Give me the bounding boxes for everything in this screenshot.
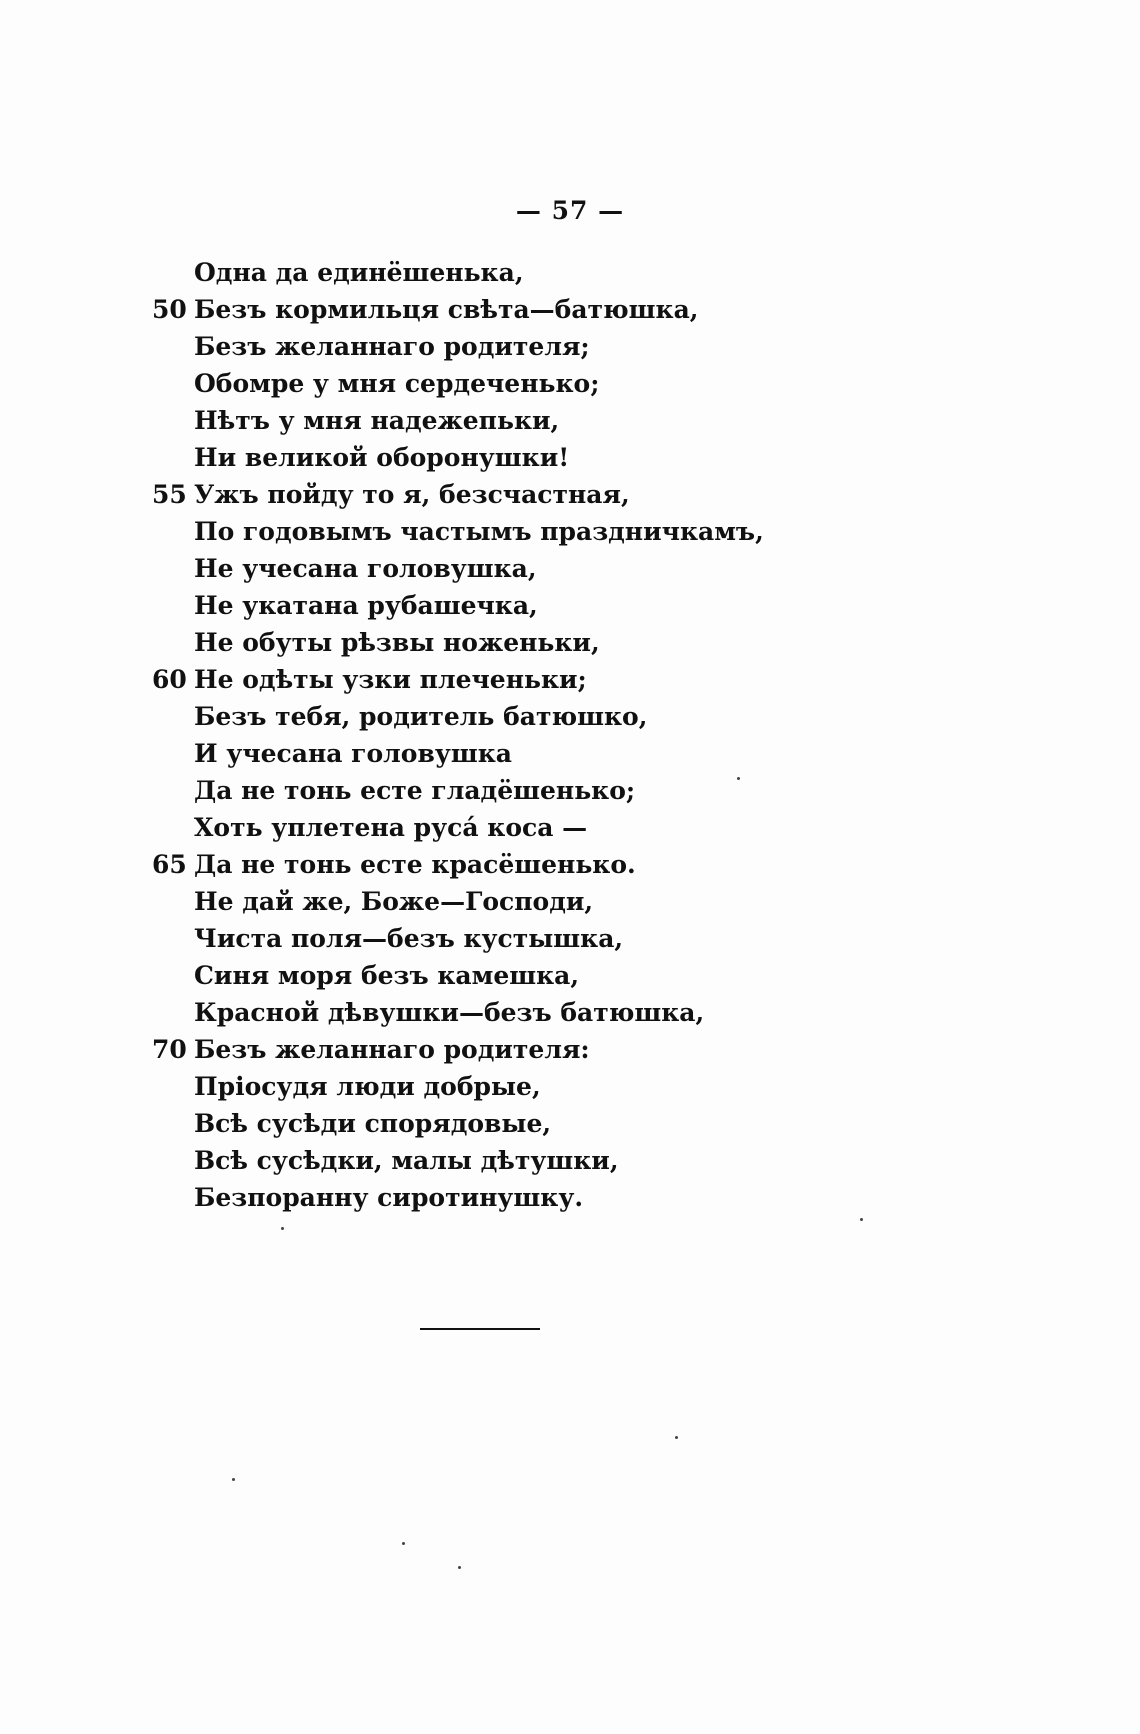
line-text: Безпоранну сиротинушку. — [194, 1183, 584, 1212]
scan-speck — [232, 1478, 235, 1481]
line-text: Ни великой оборонушки! — [194, 443, 570, 472]
verse-line — [152, 1031, 912, 1068]
line-text: Безъ желаннаго родителя: — [194, 1035, 590, 1064]
line-text: Не одѣты узки плеченьки; — [194, 665, 587, 694]
verse-line — [152, 624, 912, 661]
poem-text — [152, 254, 912, 1216]
verse-line — [152, 883, 912, 920]
line-text: Безъ кормильця свѣта—батюшка, — [194, 295, 699, 324]
verse-line — [152, 439, 912, 476]
line-text: Не обуты рѣзвы ноженьки, — [194, 628, 600, 657]
line-text: Нѣтъ у мня надежепьки, — [194, 406, 560, 435]
line-text: Чиста поля—безъ кустышка, — [194, 924, 624, 953]
line-text: Не укатана рубашечка, — [194, 591, 538, 620]
line-text: Хоть уплетена руса́ коса — — [194, 813, 588, 842]
line-text: Безъ желаннаго родителя; — [194, 332, 590, 361]
line-text: И учесана головушка — [194, 739, 512, 768]
line-text: Безъ тебя, родитель батюшко, — [194, 702, 648, 731]
line-text: Обомре у мня сердеченько; — [194, 369, 600, 398]
line-text: Красной дѣвушки—безъ батюшка, — [194, 998, 705, 1027]
verse-line — [152, 1068, 912, 1105]
line-text: Пріосудя люди добрые, — [194, 1072, 541, 1101]
line-text: Ужъ пойду то я, безсчастная, — [194, 480, 630, 509]
verse-line — [152, 1179, 912, 1216]
scan-speck — [860, 1218, 863, 1221]
verse-line — [152, 994, 912, 1031]
line-text: Всѣ сусѣдки, малы дѣтушки, — [194, 1146, 619, 1175]
verse-line — [152, 809, 912, 846]
line-text: Да не тонь есте красёшенько. — [194, 850, 636, 879]
verse-line — [152, 254, 912, 291]
scan-speck — [402, 1542, 405, 1545]
verse-line — [152, 920, 912, 957]
scan-speck — [281, 1227, 284, 1230]
verse-line — [152, 1105, 912, 1142]
line-text: По годовымъ частымъ праздничкамъ, — [194, 517, 764, 546]
line-number: 65 — [152, 850, 187, 879]
line-text: Не дай же, Боже—Господи, — [194, 887, 594, 916]
line-text: Всѣ сусѣди спорядовые, — [194, 1109, 552, 1138]
line-text: Одна да единёшенька, — [194, 258, 524, 287]
verse-line — [152, 587, 912, 624]
scan-speck — [737, 777, 740, 780]
verse-line — [152, 698, 912, 735]
verse-line — [152, 957, 912, 994]
verse-line — [152, 735, 912, 772]
scan-speck — [675, 1436, 678, 1439]
line-number: 50 — [152, 295, 187, 324]
line-number: 70 — [152, 1035, 187, 1064]
line-text: Не учесана головушка, — [194, 554, 537, 583]
verse-line — [152, 550, 912, 587]
line-text: Синя моря безъ камешка, — [194, 961, 580, 990]
verse-line — [152, 513, 912, 550]
verse-line — [152, 1142, 912, 1179]
verse-line — [152, 772, 912, 809]
verse-line — [152, 402, 912, 439]
verse-line — [152, 291, 912, 328]
line-number: 55 — [152, 480, 187, 509]
verse-line — [152, 846, 912, 883]
page-number: — 57 — — [515, 196, 625, 225]
line-number: 60 — [152, 665, 187, 694]
verse-line — [152, 328, 912, 365]
line-text: Да не тонь есте гладёшенько; — [194, 776, 636, 805]
verse-line — [152, 661, 912, 698]
section-end-rule — [420, 1328, 540, 1330]
verse-line — [152, 476, 912, 513]
scan-speck — [458, 1566, 461, 1569]
verse-line — [152, 365, 912, 402]
